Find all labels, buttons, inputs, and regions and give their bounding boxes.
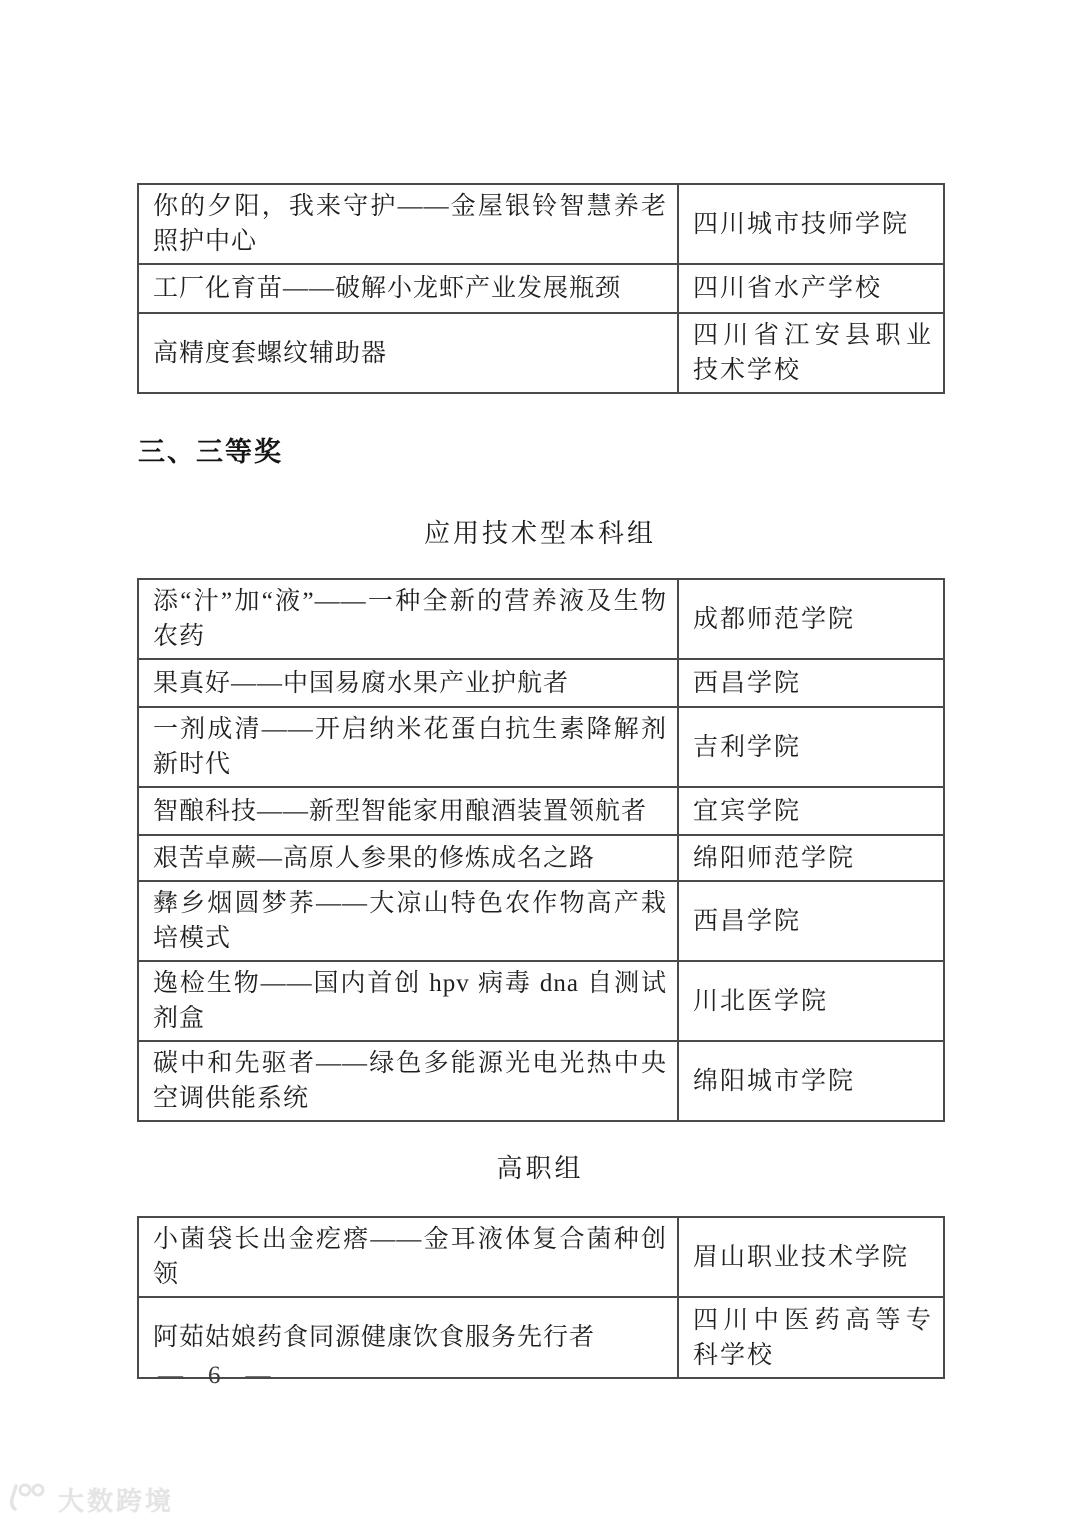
school-cell: 四川省江安县职业技术学校	[678, 313, 944, 393]
table-row	[138, 961, 944, 1041]
project-cell: 高精度套螺纹辅助器	[138, 313, 678, 393]
project-cell: 工厂化育苗——破解小龙虾产业发展瓶颈	[138, 264, 678, 313]
table-row	[138, 1041, 944, 1121]
table-row	[138, 313, 944, 393]
table-row	[138, 184, 944, 264]
watermark-text: 大数跨境	[58, 1486, 175, 1516]
school-cell: 眉山职业技术学院	[678, 1217, 944, 1297]
group-subheading-vocational: 高职组	[496, 1154, 584, 1183]
table-row	[138, 1217, 944, 1297]
table-row	[138, 264, 944, 313]
group-subheading-undergrad: 应用技术型本科组	[423, 519, 656, 548]
table-row	[138, 707, 944, 787]
watermark	[8, 1481, 174, 1518]
table-row	[138, 881, 944, 961]
project-cell: 小菌袋长出金疙瘩——金耳液体复合菌种创领	[138, 1217, 678, 1297]
school-cell: 西昌学院	[678, 881, 944, 961]
project-cell: 阿茹姑娘药食同源健康饮食服务先行者	[138, 1297, 678, 1378]
project-cell: 逸检生物——国内首创 hpv 病毒 dna 自测试剂盒	[138, 961, 678, 1041]
page-number-dash-left: —	[158, 1362, 184, 1389]
table-row	[138, 787, 944, 835]
project-cell: 果真好——中国易腐水果产业护航者	[138, 659, 678, 707]
dashukuajing-logo-icon	[8, 1481, 48, 1518]
project-cell: 一剂成清——开启纳米花蛋白抗生素降解剂新时代	[138, 707, 678, 787]
school-cell: 四川中医药高等专科学校	[678, 1297, 944, 1378]
school-cell: 西昌学院	[678, 659, 944, 707]
award-table-top	[137, 183, 945, 394]
award-table-undergrad	[137, 578, 945, 1122]
school-cell: 四川省水产学校	[678, 264, 944, 313]
project-cell: 智酿科技——新型智能家用酿酒装置领航者	[138, 787, 678, 835]
project-cell: 艰苦卓蕨—高原人参果的修炼成名之路	[138, 835, 678, 881]
project-cell: 你的夕阳，我来守护——金屋银铃智慧养老照护中心	[138, 184, 678, 264]
page-number	[158, 1362, 272, 1390]
page-number-value: 6	[208, 1362, 222, 1389]
table-row	[138, 579, 944, 659]
school-cell: 绵阳城市学院	[678, 1041, 944, 1121]
table-row	[138, 659, 944, 707]
school-cell: 宜宾学院	[678, 787, 944, 835]
school-cell: 吉利学院	[678, 707, 944, 787]
school-cell: 四川城市技师学院	[678, 184, 944, 264]
project-cell: 彝乡烟圆梦荞——大凉山特色农作物高产栽培模式	[138, 881, 678, 961]
section-heading-third-prize: 三、三等奖	[138, 437, 283, 467]
project-cell: 添“汁”加“液”——一种全新的营养液及生物农药	[138, 579, 678, 659]
page-number-dash-right: —	[245, 1362, 272, 1389]
award-table-vocational	[137, 1216, 945, 1379]
project-cell: 碳中和先驱者——绿色多能源光电光热中央空调供能系统	[138, 1041, 678, 1121]
school-cell: 绵阳师范学院	[678, 835, 944, 881]
school-cell: 成都师范学院	[678, 579, 944, 659]
school-cell: 川北医学院	[678, 961, 944, 1041]
table-row	[138, 835, 944, 881]
